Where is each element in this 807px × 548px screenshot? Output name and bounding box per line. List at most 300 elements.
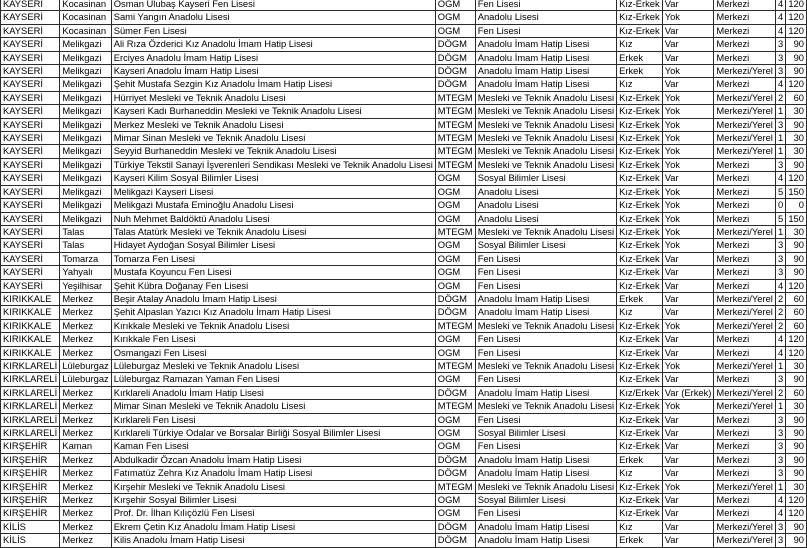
district-cell: Merkez xyxy=(60,346,111,359)
table-row xyxy=(1,400,807,413)
dormitory-cell: Var xyxy=(662,24,714,37)
quota-cell: 90 xyxy=(786,520,807,533)
district-cell: Melikgazi xyxy=(60,199,111,212)
quota-cell: 90 xyxy=(786,65,807,78)
exam-cell: Merkezi xyxy=(714,413,775,426)
gender-cell: Kız xyxy=(617,306,663,319)
province-cell: KIRŞEHİR xyxy=(1,480,60,493)
gender-cell: Kız-Erkek xyxy=(617,346,663,359)
gender-cell: Kız-Erkek xyxy=(617,279,663,292)
quota-cell: 90 xyxy=(786,51,807,64)
district-cell: Melikgazi xyxy=(60,158,111,171)
class-count-cell: 3 xyxy=(775,158,785,171)
exam-cell: Merkezi/Yerel xyxy=(714,91,775,104)
type-cell: OGM xyxy=(435,212,475,225)
exam-cell: Merkezi xyxy=(714,427,775,440)
district-cell: Merkez xyxy=(60,480,111,493)
gender-cell: Kız-Erkek xyxy=(617,266,663,279)
dormitory-cell: Var xyxy=(662,427,714,440)
type-cell: OGM xyxy=(435,172,475,185)
exam-cell: Merkezi xyxy=(714,346,775,359)
dormitory-cell: Var xyxy=(662,252,714,265)
dormitory-cell: Var xyxy=(662,507,714,520)
school-name-cell: Fatımatüz Zehra Kız Anadolu İmam Hatip Lisesi xyxy=(111,467,435,480)
exam-cell: Merkezi xyxy=(714,11,775,24)
school-name-cell: Osmangazi Fen Lisesi xyxy=(111,346,435,359)
school-name-cell: Türkiye Tekstil Sanayi İşverenleri Sendikası Mesleki ve Teknik Anadolu Lisesi xyxy=(111,158,435,171)
table-row xyxy=(1,212,807,225)
table-row xyxy=(1,252,807,265)
gender-cell: Kız-Erkek xyxy=(617,373,663,386)
district-cell: Kocasinan xyxy=(60,24,111,37)
quota-cell: 120 xyxy=(786,24,807,37)
class-count-cell: 1 xyxy=(775,359,785,372)
school-name-cell: Kırklareli Anadolu İmam Hatip Lisesi xyxy=(111,386,435,399)
quota-cell: 90 xyxy=(786,38,807,51)
exam-cell: Merkezi/Yerel xyxy=(714,306,775,319)
school-name-cell: Hürriyet Mesleki ve Teknik Anadolu Lisesi xyxy=(111,91,435,104)
dormitory-cell: Yok xyxy=(662,132,714,145)
type-cell: MTEGM xyxy=(435,319,475,332)
table-row xyxy=(1,494,807,507)
class-count-cell: 1 xyxy=(775,400,785,413)
table-row xyxy=(1,199,807,212)
gender-cell: Kız-Erkek xyxy=(617,132,663,145)
province-cell: KAYSERİ xyxy=(1,38,60,51)
field-cell: Anadolu İmam Hatip Lisesi xyxy=(475,453,616,466)
school-name-cell: Sümer Fen Lisesi xyxy=(111,24,435,37)
quota-cell: 30 xyxy=(786,132,807,145)
province-cell: KIRKLARELİ xyxy=(1,359,60,372)
school-name-cell: Şehit Mustafa Sezgin Kız Anadolu İmam Hatip Lisesi xyxy=(111,78,435,91)
table-row xyxy=(1,51,807,64)
dormitory-cell: Var xyxy=(662,306,714,319)
quota-cell: 90 xyxy=(786,413,807,426)
province-cell: KIRKLARELİ xyxy=(1,386,60,399)
class-count-cell: 3 xyxy=(775,427,785,440)
school-name-cell: Kayseri Anadolu İmam Hatip Lisesi xyxy=(111,65,435,78)
field-cell: Mesleki ve Teknik Anadolu Lisesi xyxy=(475,118,616,131)
gender-cell: Erkek xyxy=(617,453,663,466)
school-name-cell: Abdulkadir Özcan Anadolu İmam Hatip Lisesi xyxy=(111,453,435,466)
gender-cell: Kız-Erkek xyxy=(617,0,663,11)
province-cell: KAYSERİ xyxy=(1,132,60,145)
school-name-cell: Nuh Mehmet Baldöktü Anadolu Lisesi xyxy=(111,212,435,225)
school-name-cell: Ali Rıza Özderici Kız Anadolu İmam Hatip Lisesi xyxy=(111,38,435,51)
exam-cell: Merkezi/Yerel xyxy=(714,105,775,118)
exam-cell: Merkezi/Yerel xyxy=(714,359,775,372)
class-count-cell: 4 xyxy=(775,172,785,185)
field-cell: Fen Lisesi xyxy=(475,24,616,37)
type-cell: OGM xyxy=(435,24,475,37)
table-row xyxy=(1,11,807,24)
district-cell: Melikgazi xyxy=(60,38,111,51)
class-count-cell: 3 xyxy=(775,51,785,64)
school-name-cell: Sami Yangın Anadolu Lisesi xyxy=(111,11,435,24)
dormitory-cell: Yok xyxy=(662,105,714,118)
class-count-cell: 0 xyxy=(775,199,785,212)
exam-cell: Merkezi xyxy=(714,507,775,520)
school-name-cell: Tomarza Fen Lisesi xyxy=(111,252,435,265)
exam-cell: Merkezi xyxy=(714,0,775,11)
dormitory-cell: Yok xyxy=(662,199,714,212)
school-name-cell: Prof. Dr. İlhan Kılıçözlü Fen Lisesi xyxy=(111,507,435,520)
exam-cell: Merkezi xyxy=(714,494,775,507)
type-cell: DÖGM xyxy=(435,534,475,547)
quota-cell: 120 xyxy=(786,279,807,292)
province-cell: KIRŞEHİR xyxy=(1,467,60,480)
table-row xyxy=(1,145,807,158)
table-row xyxy=(1,534,807,547)
district-cell: Tomarza xyxy=(60,252,111,265)
class-count-cell: 3 xyxy=(775,65,785,78)
table-row xyxy=(1,0,807,11)
quota-cell: 90 xyxy=(786,266,807,279)
district-cell: Melikgazi xyxy=(60,105,111,118)
field-cell: Sosyal Bilimler Lisesi xyxy=(475,494,616,507)
exam-cell: Merkezi/Yerel xyxy=(714,534,775,547)
table-row xyxy=(1,359,807,372)
quota-cell: 60 xyxy=(786,91,807,104)
gender-cell: Kız-Erkek xyxy=(617,440,663,453)
field-cell: Fen Lisesi xyxy=(475,266,616,279)
school-name-cell: Beşir Atalay Anadolu İmam Hatip Lisesi xyxy=(111,292,435,305)
class-count-cell: 1 xyxy=(775,105,785,118)
dormitory-cell: Var xyxy=(662,38,714,51)
exam-cell: Merkezi xyxy=(714,158,775,171)
quota-cell: 30 xyxy=(786,105,807,118)
quota-cell: 30 xyxy=(786,145,807,158)
field-cell: Anadolu İmam Hatip Lisesi xyxy=(475,292,616,305)
table-row xyxy=(1,279,807,292)
table-row xyxy=(1,172,807,185)
field-cell: Sosyal Bilimler Lisesi xyxy=(475,239,616,252)
exam-cell: Merkezi/Yerel xyxy=(714,118,775,131)
class-count-cell: 3 xyxy=(775,440,785,453)
table-row xyxy=(1,306,807,319)
quota-cell: 120 xyxy=(786,78,807,91)
type-cell: DÖGM xyxy=(435,386,475,399)
field-cell: Mesleki ve Teknik Anadolu Lisesi xyxy=(475,158,616,171)
quota-cell: 90 xyxy=(786,453,807,466)
table-row xyxy=(1,24,807,37)
class-count-cell: 1 xyxy=(775,225,785,238)
exam-cell: Merkezi/Yerel xyxy=(714,480,775,493)
table-row xyxy=(1,333,807,346)
table-row xyxy=(1,91,807,104)
class-count-cell: 3 xyxy=(775,118,785,131)
district-cell: Talas xyxy=(60,239,111,252)
dormitory-cell: Yok xyxy=(662,359,714,372)
type-cell: OGM xyxy=(435,507,475,520)
district-cell: Merkez xyxy=(60,292,111,305)
gender-cell: Kız-Erkek xyxy=(617,225,663,238)
table-row xyxy=(1,520,807,533)
district-cell: Merkez xyxy=(60,520,111,533)
dormitory-cell: Yok xyxy=(662,91,714,104)
gender-cell: Kız-Erkek xyxy=(617,400,663,413)
field-cell: Mesleki ve Teknik Anadolu Lisesi xyxy=(475,145,616,158)
gender-cell: Kız-Erkek xyxy=(617,158,663,171)
exam-cell: Merkezi xyxy=(714,453,775,466)
gender-cell: Kız-Erkek xyxy=(617,507,663,520)
district-cell: Merkez xyxy=(60,534,111,547)
province-cell: KIRKLARELİ xyxy=(1,373,60,386)
school-name-cell: Kırşehir Sosyal Bilimler Lisesi xyxy=(111,494,435,507)
province-cell: KIRŞEHİR xyxy=(1,507,60,520)
gender-cell: Kız-Erkek xyxy=(617,105,663,118)
province-cell: KIRŞEHİR xyxy=(1,440,60,453)
gender-cell: Kız xyxy=(617,520,663,533)
dormitory-cell: Yok xyxy=(662,225,714,238)
school-name-cell: Talas Atatürk Mesleki ve Teknik Anadolu Lisesi xyxy=(111,225,435,238)
gender-cell: Kız-Erkek xyxy=(617,359,663,372)
province-cell: KAYSERİ xyxy=(1,0,60,11)
type-cell: MTEGM xyxy=(435,132,475,145)
field-cell: Fen Lisesi xyxy=(475,252,616,265)
field-cell: Anadolu Lisesi xyxy=(475,11,616,24)
table-row xyxy=(1,427,807,440)
quota-cell: 30 xyxy=(786,359,807,372)
district-cell: Melikgazi xyxy=(60,51,111,64)
dormitory-cell: Yok xyxy=(662,400,714,413)
gender-cell: Kız xyxy=(617,38,663,51)
gender-cell: Erkek xyxy=(617,51,663,64)
quota-cell: 90 xyxy=(786,239,807,252)
district-cell: Kaman xyxy=(60,440,111,453)
field-cell: Anadolu İmam Hatip Lisesi xyxy=(475,534,616,547)
field-cell: Fen Lisesi xyxy=(475,346,616,359)
gender-cell: Kız-Erkek xyxy=(617,118,663,131)
quota-cell: 150 xyxy=(786,212,807,225)
table-row xyxy=(1,105,807,118)
quota-cell: 60 xyxy=(786,386,807,399)
type-cell: DÖGM xyxy=(435,51,475,64)
school-name-cell: Kırşehir Mesleki ve Teknik Anadolu Lisesi xyxy=(111,480,435,493)
district-cell: Melikgazi xyxy=(60,65,111,78)
class-count-cell: 4 xyxy=(775,24,785,37)
dormitory-cell: Var xyxy=(662,279,714,292)
gender-cell: Kız-Erkek xyxy=(617,252,663,265)
gender-cell: Kız-Erkek xyxy=(617,427,663,440)
table-row xyxy=(1,225,807,238)
province-cell: KAYSERİ xyxy=(1,105,60,118)
school-name-cell: Seyyid Burhaneddin Mesleki ve Teknik Anadolu Lisesi xyxy=(111,145,435,158)
type-cell: OGM xyxy=(435,333,475,346)
exam-cell: Merkezi xyxy=(714,239,775,252)
class-count-cell: 3 xyxy=(775,252,785,265)
district-cell: Merkez xyxy=(60,413,111,426)
field-cell: Mesleki ve Teknik Anadolu Lisesi xyxy=(475,359,616,372)
field-cell: Anadolu İmam Hatip Lisesi xyxy=(475,78,616,91)
district-cell: Melikgazi xyxy=(60,185,111,198)
field-cell: Mesleki ve Teknik Anadolu Lisesi xyxy=(475,319,616,332)
type-cell: DÖGM xyxy=(435,306,475,319)
province-cell: KİLİS xyxy=(1,520,60,533)
field-cell: Anadolu Lisesi xyxy=(475,185,616,198)
class-count-cell: 4 xyxy=(775,494,785,507)
class-count-cell: 1 xyxy=(775,480,785,493)
province-cell: KIRŞEHİR xyxy=(1,453,60,466)
field-cell: Anadolu İmam Hatip Lisesi xyxy=(475,306,616,319)
class-count-cell: 3 xyxy=(775,467,785,480)
table-row xyxy=(1,440,807,453)
class-count-cell: 1 xyxy=(775,145,785,158)
province-cell: KAYSERİ xyxy=(1,11,60,24)
class-count-cell: 2 xyxy=(775,292,785,305)
type-cell: DÖGM xyxy=(435,520,475,533)
school-name-cell: Merkez Mesleki ve Teknik Anadolu Lisesi xyxy=(111,118,435,131)
table-row xyxy=(1,346,807,359)
field-cell: Fen Lisesi xyxy=(475,0,616,11)
field-cell: Anadolu İmam Hatip Lisesi xyxy=(475,520,616,533)
province-cell: KIRKLARELİ xyxy=(1,413,60,426)
school-name-cell: Lüleburgaz Mesleki ve Teknik Anadolu Lisesi xyxy=(111,359,435,372)
school-name-cell: Mimar Sinan Mesleki ve Teknik Anadolu Lisesi xyxy=(111,132,435,145)
gender-cell: Kız/Erkek xyxy=(617,386,663,399)
class-count-cell: 5 xyxy=(775,185,785,198)
district-cell: Merkez xyxy=(60,507,111,520)
gender-cell: Kız-Erkek xyxy=(617,24,663,37)
type-cell: OGM xyxy=(435,239,475,252)
district-cell: Melikgazi xyxy=(60,118,111,131)
province-cell: KIRKLARELİ xyxy=(1,427,60,440)
field-cell: Mesleki ve Teknik Anadolu Lisesi xyxy=(475,91,616,104)
school-name-cell: Kırklareli Türkiye Odalar ve Borsalar Birliği Sosyal Bilimler Lisesi xyxy=(111,427,435,440)
dormitory-cell: Var xyxy=(662,440,714,453)
table-row xyxy=(1,118,807,131)
quota-cell: 30 xyxy=(786,225,807,238)
district-cell: Talas xyxy=(60,225,111,238)
exam-cell: Merkezi xyxy=(714,199,775,212)
quota-cell: 90 xyxy=(786,118,807,131)
class-count-cell: 3 xyxy=(775,38,785,51)
type-cell: OGM xyxy=(435,427,475,440)
quota-cell: 90 xyxy=(786,158,807,171)
province-cell: KIRŞEHİR xyxy=(1,494,60,507)
type-cell: MTEGM xyxy=(435,105,475,118)
quota-cell: 120 xyxy=(786,494,807,507)
quota-cell: 120 xyxy=(786,11,807,24)
province-cell: KAYSERİ xyxy=(1,158,60,171)
province-cell: KIRIKKALE xyxy=(1,306,60,319)
class-count-cell: 3 xyxy=(775,266,785,279)
type-cell: MTEGM xyxy=(435,480,475,493)
province-cell: KAYSERİ xyxy=(1,279,60,292)
table-row xyxy=(1,319,807,332)
province-cell: KAYSERİ xyxy=(1,212,60,225)
type-cell: DÖGM xyxy=(435,65,475,78)
province-cell: KAYSERİ xyxy=(1,91,60,104)
province-cell: KAYSERİ xyxy=(1,252,60,265)
district-cell: Yeşilhisar xyxy=(60,279,111,292)
field-cell: Fen Lisesi xyxy=(475,413,616,426)
quota-cell: 90 xyxy=(786,427,807,440)
table-row xyxy=(1,467,807,480)
dormitory-cell: Var xyxy=(662,266,714,279)
type-cell: OGM xyxy=(435,252,475,265)
table-row xyxy=(1,373,807,386)
gender-cell: Kız-Erkek xyxy=(617,480,663,493)
quota-cell: 90 xyxy=(786,373,807,386)
school-name-cell: Mustafa Koyuncu Fen Lisesi xyxy=(111,266,435,279)
school-name-cell: Şehit Kübra Doğanay Fen Lisesi xyxy=(111,279,435,292)
province-cell: KAYSERİ xyxy=(1,51,60,64)
district-cell: Kocasinan xyxy=(60,0,111,11)
type-cell: DÖGM xyxy=(435,467,475,480)
exam-cell: Merkezi xyxy=(714,252,775,265)
school-name-cell: Kayseri Kilim Sosyal Bilimler Lisesi xyxy=(111,172,435,185)
type-cell: MTEGM xyxy=(435,118,475,131)
dormitory-cell: Var xyxy=(662,0,714,11)
school-name-cell: Mimar Sinan Mesleki ve Teknik Anadolu Lisesi xyxy=(111,400,435,413)
quota-cell: 60 xyxy=(786,319,807,332)
field-cell: Anadolu İmam Hatip Lisesi xyxy=(475,65,616,78)
quota-cell: 120 xyxy=(786,507,807,520)
province-cell: KIRIKKALE xyxy=(1,333,60,346)
exam-cell: Merkezi/Yerel xyxy=(714,132,775,145)
class-count-cell: 3 xyxy=(775,453,785,466)
district-cell: Merkez xyxy=(60,319,111,332)
school-name-cell: Kilis Anadolu İmam Hatip Lisesi xyxy=(111,534,435,547)
quota-cell: 90 xyxy=(786,252,807,265)
type-cell: DÖGM xyxy=(435,38,475,51)
table-row xyxy=(1,185,807,198)
dormitory-cell: Var xyxy=(662,51,714,64)
field-cell: Anadolu İmam Hatip Lisesi xyxy=(475,38,616,51)
field-cell: Fen Lisesi xyxy=(475,333,616,346)
province-cell: KAYSERİ xyxy=(1,225,60,238)
class-count-cell: 5 xyxy=(775,212,785,225)
exam-cell: Merkezi/Yerel xyxy=(714,400,775,413)
table-body xyxy=(1,0,807,547)
district-cell: Lüleburgaz xyxy=(60,373,111,386)
field-cell: Anadolu İmam Hatip Lisesi xyxy=(475,386,616,399)
field-cell: Sosyal Bilimler Lisesi xyxy=(475,427,616,440)
district-cell: Merkez xyxy=(60,386,111,399)
district-cell: Kocasinan xyxy=(60,11,111,24)
type-cell: OGM xyxy=(435,494,475,507)
school-name-cell: Kırıkkale Fen Lisesi xyxy=(111,333,435,346)
class-count-cell: 4 xyxy=(775,11,785,24)
dormitory-cell: Var xyxy=(662,333,714,346)
province-cell: KIRIKKALE xyxy=(1,346,60,359)
district-cell: Melikgazi xyxy=(60,91,111,104)
dormitory-cell: Var xyxy=(662,467,714,480)
province-cell: KAYSERİ xyxy=(1,78,60,91)
province-cell: KAYSERİ xyxy=(1,199,60,212)
table-row xyxy=(1,158,807,171)
dormitory-cell: Yok xyxy=(662,212,714,225)
field-cell: Fen Lisesi xyxy=(475,440,616,453)
school-name-cell: Melikgazi Mustafa Eminoğlu Anadolu Lisesi xyxy=(111,199,435,212)
province-cell: KAYSERİ xyxy=(1,24,60,37)
dormitory-cell: Yok xyxy=(662,185,714,198)
dormitory-cell: Yok xyxy=(662,158,714,171)
gender-cell: Kız xyxy=(617,78,663,91)
type-cell: MTEGM xyxy=(435,91,475,104)
gender-cell: Kız-Erkek xyxy=(617,413,663,426)
school-name-cell: Hidayet Aydoğan Sosyal Bilimler Lisesi xyxy=(111,239,435,252)
class-count-cell: 3 xyxy=(775,239,785,252)
province-cell: KAYSERİ xyxy=(1,266,60,279)
exam-cell: Merkezi xyxy=(714,333,775,346)
exam-cell: Merkezi/Yerel xyxy=(714,520,775,533)
quota-cell: 0 xyxy=(786,199,807,212)
type-cell: OGM xyxy=(435,0,475,11)
quota-cell: 90 xyxy=(786,534,807,547)
dormitory-cell: Var xyxy=(662,292,714,305)
